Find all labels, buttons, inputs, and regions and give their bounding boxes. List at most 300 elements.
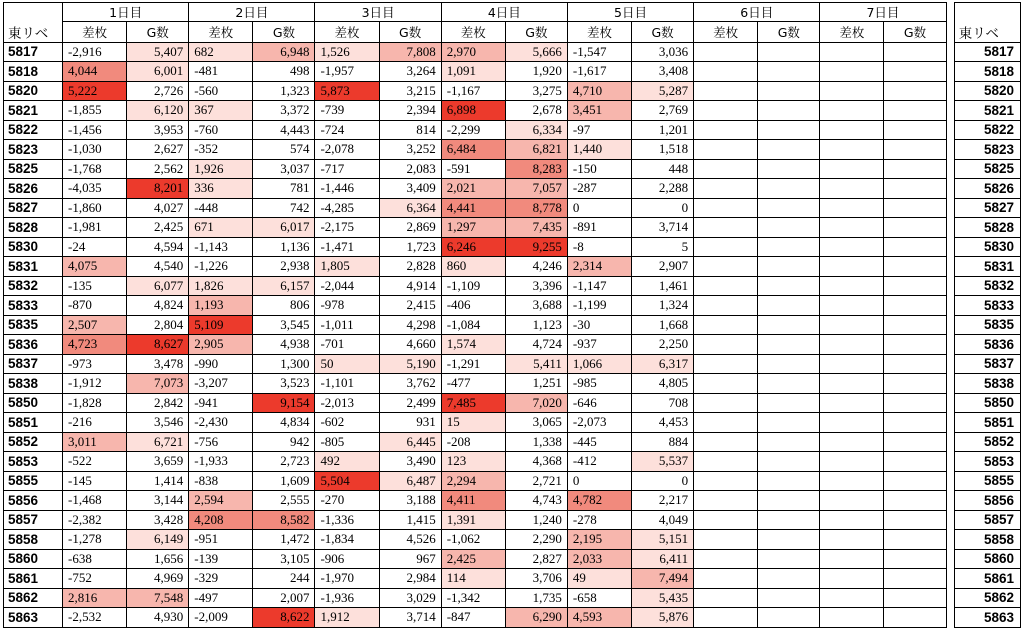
diff-cell: 1,066 xyxy=(567,354,631,374)
diff-cell: -97 xyxy=(567,120,631,140)
games-cell: 3,714 xyxy=(632,218,694,238)
diff-cell: 5,504 xyxy=(315,471,379,491)
diff-cell: 5,109 xyxy=(189,315,253,335)
diff-cell: -497 xyxy=(189,588,253,608)
diff-cell: 3,011 xyxy=(63,432,127,452)
games-cell: 6,120 xyxy=(127,101,189,121)
machine-number-right: 5851 xyxy=(954,413,1020,433)
diff-cell xyxy=(694,413,758,433)
machine-number-right: 5836 xyxy=(954,335,1020,355)
games-cell xyxy=(758,296,820,316)
games-cell xyxy=(884,588,946,608)
games-cell xyxy=(884,335,946,355)
games-cell: 3,065 xyxy=(505,413,567,433)
table-body xyxy=(4,42,1021,627)
diff-cell: -1,547 xyxy=(567,42,631,62)
spacer-cell xyxy=(946,179,954,199)
spacer-cell xyxy=(946,22,954,43)
diff-cell xyxy=(820,588,884,608)
table-row xyxy=(4,413,1021,433)
machine-number: 5825 xyxy=(4,159,63,179)
machine-number-right: 5831 xyxy=(954,257,1020,277)
games-cell: 1,656 xyxy=(127,549,189,569)
games-cell: 7,435 xyxy=(505,218,567,238)
games-cell xyxy=(884,101,946,121)
games-cell xyxy=(884,42,946,62)
machine-number: 5858 xyxy=(4,530,63,550)
games-cell xyxy=(884,393,946,413)
diff-cell: -412 xyxy=(567,452,631,472)
diff-cell: 2,425 xyxy=(441,549,505,569)
games-cell: 2,290 xyxy=(505,530,567,550)
corner-cell-right xyxy=(954,3,1020,22)
diff-cell xyxy=(820,42,884,62)
games-cell: 2,250 xyxy=(632,335,694,355)
machine-number: 5837 xyxy=(4,354,63,374)
games-cell: 4,298 xyxy=(379,315,441,335)
games-cell xyxy=(884,140,946,160)
games-cell: 4,594 xyxy=(127,237,189,257)
diff-cell xyxy=(694,452,758,472)
machine-number: 5850 xyxy=(4,393,63,413)
games-cell: 4,969 xyxy=(127,569,189,589)
diff-cell: -2,299 xyxy=(441,120,505,140)
spacer-cell xyxy=(946,452,954,472)
diff-cell: 4,208 xyxy=(189,510,253,530)
spacer-cell xyxy=(946,393,954,413)
diff-cell: -646 xyxy=(567,393,631,413)
games-cell xyxy=(758,315,820,335)
games-cell: 6,317 xyxy=(632,354,694,374)
slot-results-table xyxy=(3,2,1021,628)
diff-cell: 4,411 xyxy=(441,491,505,511)
games-cell: 2,827 xyxy=(505,549,567,569)
games-cell xyxy=(884,315,946,335)
games-cell: 931 xyxy=(379,413,441,433)
games-cell: 3,144 xyxy=(127,491,189,511)
games-cell: 1,338 xyxy=(505,432,567,452)
diff-cell: -406 xyxy=(441,296,505,316)
diff-cell: 682 xyxy=(189,42,253,62)
games-cell: 3,762 xyxy=(379,374,441,394)
machine-number: 5820 xyxy=(4,81,63,101)
machine-number-right: 5861 xyxy=(954,569,1020,589)
games-cell: 9,154 xyxy=(253,393,315,413)
games-header: G数 xyxy=(379,22,441,43)
machine-number-right: 5857 xyxy=(954,510,1020,530)
diff-cell xyxy=(820,432,884,452)
machine-number: 5836 xyxy=(4,335,63,355)
games-cell: 814 xyxy=(379,120,441,140)
games-cell xyxy=(884,374,946,394)
diff-cell: -3,207 xyxy=(189,374,253,394)
diff-cell: -891 xyxy=(567,218,631,238)
games-cell: 4,938 xyxy=(253,335,315,355)
games-cell xyxy=(758,452,820,472)
games-cell: 2,723 xyxy=(253,452,315,472)
diff-cell xyxy=(694,81,758,101)
games-cell: 967 xyxy=(379,549,441,569)
spacer-cell xyxy=(946,471,954,491)
diff-cell xyxy=(820,374,884,394)
games-cell xyxy=(758,237,820,257)
games-cell: 4,246 xyxy=(505,257,567,277)
games-cell: 3,252 xyxy=(379,140,441,160)
diff-cell: -1,933 xyxy=(189,452,253,472)
day-header: 1日目 xyxy=(63,3,189,22)
table-row xyxy=(4,62,1021,82)
games-cell: 3,714 xyxy=(379,608,441,628)
games-cell: 1,472 xyxy=(253,530,315,550)
spacer-cell xyxy=(946,276,954,296)
spacer-cell xyxy=(946,549,954,569)
games-cell: 6,001 xyxy=(127,62,189,82)
games-cell: 5 xyxy=(632,237,694,257)
diff-cell: -1,342 xyxy=(441,588,505,608)
diff-cell: 1,091 xyxy=(441,62,505,82)
spacer-cell xyxy=(946,608,954,628)
diff-cell xyxy=(820,569,884,589)
spacer-cell xyxy=(946,588,954,608)
diff-cell: 492 xyxy=(315,452,379,472)
diff-cell: 1,193 xyxy=(189,296,253,316)
games-header: G数 xyxy=(505,22,567,43)
games-cell: 3,396 xyxy=(505,276,567,296)
table-row xyxy=(4,257,1021,277)
day-header: 7日目 xyxy=(820,3,946,22)
table-row xyxy=(4,335,1021,355)
games-cell: 6,721 xyxy=(127,432,189,452)
diff-cell: -724 xyxy=(315,120,379,140)
machine-number: 5826 xyxy=(4,179,63,199)
machine-number: 5832 xyxy=(4,276,63,296)
diff-cell: -602 xyxy=(315,413,379,433)
diff-cell: -448 xyxy=(189,198,253,218)
machine-number-right: 5856 xyxy=(954,491,1020,511)
diff-cell xyxy=(694,608,758,628)
diff-cell xyxy=(820,315,884,335)
machine-number: 5831 xyxy=(4,257,63,277)
diff-cell: -760 xyxy=(189,120,253,140)
spacer-cell xyxy=(946,257,954,277)
games-cell: 6,334 xyxy=(505,120,567,140)
games-cell: 1,240 xyxy=(505,510,567,530)
diff-cell: -1,768 xyxy=(63,159,127,179)
diff-cell xyxy=(820,218,884,238)
games-cell: 1,123 xyxy=(505,315,567,335)
diff-cell: -937 xyxy=(567,335,631,355)
diff-cell xyxy=(694,510,758,530)
games-cell xyxy=(758,101,820,121)
games-cell: 2,007 xyxy=(253,588,315,608)
diff-cell: -1,011 xyxy=(315,315,379,335)
table-row xyxy=(4,491,1021,511)
diff-cell xyxy=(694,588,758,608)
games-cell: 4,368 xyxy=(505,452,567,472)
games-cell: 7,494 xyxy=(632,569,694,589)
games-cell: 8,201 xyxy=(127,179,189,199)
machine-number-right: 5822 xyxy=(954,120,1020,140)
games-cell: 3,275 xyxy=(505,81,567,101)
machine-number: 5852 xyxy=(4,432,63,452)
diff-header: 差枚 xyxy=(63,22,127,43)
games-cell: 244 xyxy=(253,569,315,589)
games-cell: 6,821 xyxy=(505,140,567,160)
machine-number-right: 5818 xyxy=(954,62,1020,82)
diff-cell: -1,062 xyxy=(441,530,505,550)
diff-cell: 6,484 xyxy=(441,140,505,160)
games-cell xyxy=(758,81,820,101)
games-cell: 1,415 xyxy=(379,510,441,530)
machine-number-right: 5853 xyxy=(954,452,1020,472)
diff-cell xyxy=(694,315,758,335)
diff-header: 差枚 xyxy=(820,22,884,43)
diff-cell xyxy=(694,159,758,179)
diff-cell: -139 xyxy=(189,549,253,569)
diff-cell: -2,073 xyxy=(567,413,631,433)
table-row xyxy=(4,218,1021,238)
games-cell xyxy=(884,432,946,452)
table-row xyxy=(4,432,1021,452)
spacer-cell xyxy=(946,296,954,316)
spacer-cell xyxy=(946,374,954,394)
diff-cell xyxy=(694,393,758,413)
games-cell xyxy=(758,510,820,530)
games-cell: 6,290 xyxy=(505,608,567,628)
machine-number-right: 5817 xyxy=(954,42,1020,62)
games-cell: 6,157 xyxy=(253,276,315,296)
games-cell: 5,287 xyxy=(632,81,694,101)
diff-cell: -1,030 xyxy=(63,140,127,160)
games-header: G数 xyxy=(127,22,189,43)
machine-number: 5833 xyxy=(4,296,63,316)
games-cell: 2,425 xyxy=(127,218,189,238)
machine-number: 5827 xyxy=(4,198,63,218)
diff-cell: -4,285 xyxy=(315,198,379,218)
machine-number: 5828 xyxy=(4,218,63,238)
machine-number-right: 5821 xyxy=(954,101,1020,121)
games-cell: 1,920 xyxy=(505,62,567,82)
diff-cell: 2,594 xyxy=(189,491,253,511)
machine-number: 5822 xyxy=(4,120,63,140)
games-header: G数 xyxy=(884,22,946,43)
games-cell xyxy=(884,198,946,218)
games-cell: 3,215 xyxy=(379,81,441,101)
sub-header-row xyxy=(4,22,1021,43)
games-cell xyxy=(758,198,820,218)
table-row xyxy=(4,276,1021,296)
diff-cell: -1,446 xyxy=(315,179,379,199)
games-cell: 4,930 xyxy=(127,608,189,628)
games-cell xyxy=(884,510,946,530)
games-cell: 4,743 xyxy=(505,491,567,511)
diff-cell xyxy=(820,608,884,628)
diff-cell: -2,916 xyxy=(63,42,127,62)
games-cell: 8,582 xyxy=(253,510,315,530)
machine-number: 5818 xyxy=(4,62,63,82)
games-cell: 3,659 xyxy=(127,452,189,472)
diff-cell: 1,440 xyxy=(567,140,631,160)
games-cell: 9,255 xyxy=(505,237,567,257)
diff-cell: -2,009 xyxy=(189,608,253,628)
games-cell: 2,394 xyxy=(379,101,441,121)
diff-cell xyxy=(820,159,884,179)
diff-cell: -329 xyxy=(189,569,253,589)
games-cell: 8,778 xyxy=(505,198,567,218)
games-cell: 8,622 xyxy=(253,608,315,628)
machine-number-right: 5830 xyxy=(954,237,1020,257)
games-cell: 6,077 xyxy=(127,276,189,296)
table-row xyxy=(4,296,1021,316)
spacer-cell xyxy=(946,432,954,452)
games-header: G数 xyxy=(758,22,820,43)
diff-cell: -941 xyxy=(189,393,253,413)
day-header-row xyxy=(4,3,1021,22)
games-cell xyxy=(884,276,946,296)
table-row xyxy=(4,198,1021,218)
games-cell: 0 xyxy=(632,198,694,218)
games-cell xyxy=(758,413,820,433)
table-row xyxy=(4,42,1021,62)
machine-number: 5855 xyxy=(4,471,63,491)
diff-cell: -1,336 xyxy=(315,510,379,530)
diff-cell: 5,222 xyxy=(63,81,127,101)
diff-cell: 1,574 xyxy=(441,335,505,355)
table-row xyxy=(4,120,1021,140)
games-cell xyxy=(758,471,820,491)
games-cell: 3,036 xyxy=(632,42,694,62)
diff-header: 差枚 xyxy=(567,22,631,43)
table-row xyxy=(4,588,1021,608)
diff-cell: -1,167 xyxy=(441,81,505,101)
diff-cell: 4,075 xyxy=(63,257,127,277)
machine-number: 5862 xyxy=(4,588,63,608)
games-cell: 4,724 xyxy=(505,335,567,355)
games-cell: 3,523 xyxy=(253,374,315,394)
games-cell xyxy=(758,491,820,511)
diff-cell: -2,078 xyxy=(315,140,379,160)
diff-cell xyxy=(820,62,884,82)
machine-number-right: 5855 xyxy=(954,471,1020,491)
games-cell xyxy=(758,257,820,277)
diff-cell xyxy=(820,237,884,257)
diff-cell: 2,033 xyxy=(567,549,631,569)
diff-cell: -2,013 xyxy=(315,393,379,413)
diff-cell: -1,957 xyxy=(315,62,379,82)
games-cell: 3,545 xyxy=(253,315,315,335)
spacer-cell xyxy=(946,120,954,140)
diff-cell: -752 xyxy=(63,569,127,589)
machine-number-right: 5825 xyxy=(954,159,1020,179)
games-cell xyxy=(884,491,946,511)
diff-cell: -756 xyxy=(189,432,253,452)
diff-cell: -717 xyxy=(315,159,379,179)
games-cell: 7,073 xyxy=(127,374,189,394)
games-cell: 2,288 xyxy=(632,179,694,199)
diff-cell: 671 xyxy=(189,218,253,238)
games-cell: 2,562 xyxy=(127,159,189,179)
machine-column-header: 東リベ xyxy=(4,22,63,43)
table-row xyxy=(4,452,1021,472)
diff-cell: -1,291 xyxy=(441,354,505,374)
diff-cell xyxy=(694,62,758,82)
games-header: G数 xyxy=(253,22,315,43)
games-cell: 2,907 xyxy=(632,257,694,277)
games-cell xyxy=(758,179,820,199)
diff-cell: -658 xyxy=(567,588,631,608)
games-cell xyxy=(884,81,946,101)
games-cell: 2,869 xyxy=(379,218,441,238)
table-row xyxy=(4,471,1021,491)
games-cell: 3,706 xyxy=(505,569,567,589)
games-cell xyxy=(884,452,946,472)
games-cell: 4,526 xyxy=(379,530,441,550)
games-cell: 3,478 xyxy=(127,354,189,374)
diff-cell: 6,898 xyxy=(441,101,505,121)
diff-cell: 2,905 xyxy=(189,335,253,355)
diff-cell xyxy=(820,354,884,374)
games-cell xyxy=(758,218,820,238)
games-cell: 6,411 xyxy=(632,549,694,569)
diff-cell: 123 xyxy=(441,452,505,472)
spacer-cell xyxy=(946,62,954,82)
diff-cell: 2,314 xyxy=(567,257,631,277)
diff-cell: -951 xyxy=(189,530,253,550)
diff-cell xyxy=(694,296,758,316)
diff-cell: -805 xyxy=(315,432,379,452)
table-row xyxy=(4,530,1021,550)
spacer-cell xyxy=(946,491,954,511)
games-cell: 448 xyxy=(632,159,694,179)
games-cell: 574 xyxy=(253,140,315,160)
games-cell: 2,804 xyxy=(127,315,189,335)
diff-cell: -2,175 xyxy=(315,218,379,238)
games-cell xyxy=(758,588,820,608)
diff-cell xyxy=(694,237,758,257)
diff-cell: -1,226 xyxy=(189,257,253,277)
machine-number-right: 5863 xyxy=(954,608,1020,628)
games-cell: 2,721 xyxy=(505,471,567,491)
games-cell: 5,190 xyxy=(379,354,441,374)
games-cell xyxy=(884,159,946,179)
table-row xyxy=(4,354,1021,374)
diff-cell: -445 xyxy=(567,432,631,452)
games-cell: 3,037 xyxy=(253,159,315,179)
games-cell: 1,723 xyxy=(379,237,441,257)
games-cell: 8,627 xyxy=(127,335,189,355)
diff-cell: 1,297 xyxy=(441,218,505,238)
machine-number: 5817 xyxy=(4,42,63,62)
games-cell: 6,017 xyxy=(253,218,315,238)
diff-cell: -287 xyxy=(567,179,631,199)
games-cell: 3,188 xyxy=(379,491,441,511)
diff-cell: -208 xyxy=(441,432,505,452)
diff-cell: 0 xyxy=(567,198,631,218)
games-cell: 3,953 xyxy=(127,120,189,140)
games-cell: 708 xyxy=(632,393,694,413)
games-cell: 1,323 xyxy=(253,81,315,101)
games-cell: 3,546 xyxy=(127,413,189,433)
corner-cell xyxy=(4,3,63,22)
games-cell: 5,151 xyxy=(632,530,694,550)
table-row xyxy=(4,608,1021,628)
games-cell xyxy=(758,530,820,550)
diff-cell xyxy=(694,257,758,277)
machine-number-right: 5850 xyxy=(954,393,1020,413)
spacer-cell xyxy=(946,159,954,179)
table-row xyxy=(4,569,1021,589)
games-cell: 4,824 xyxy=(127,296,189,316)
